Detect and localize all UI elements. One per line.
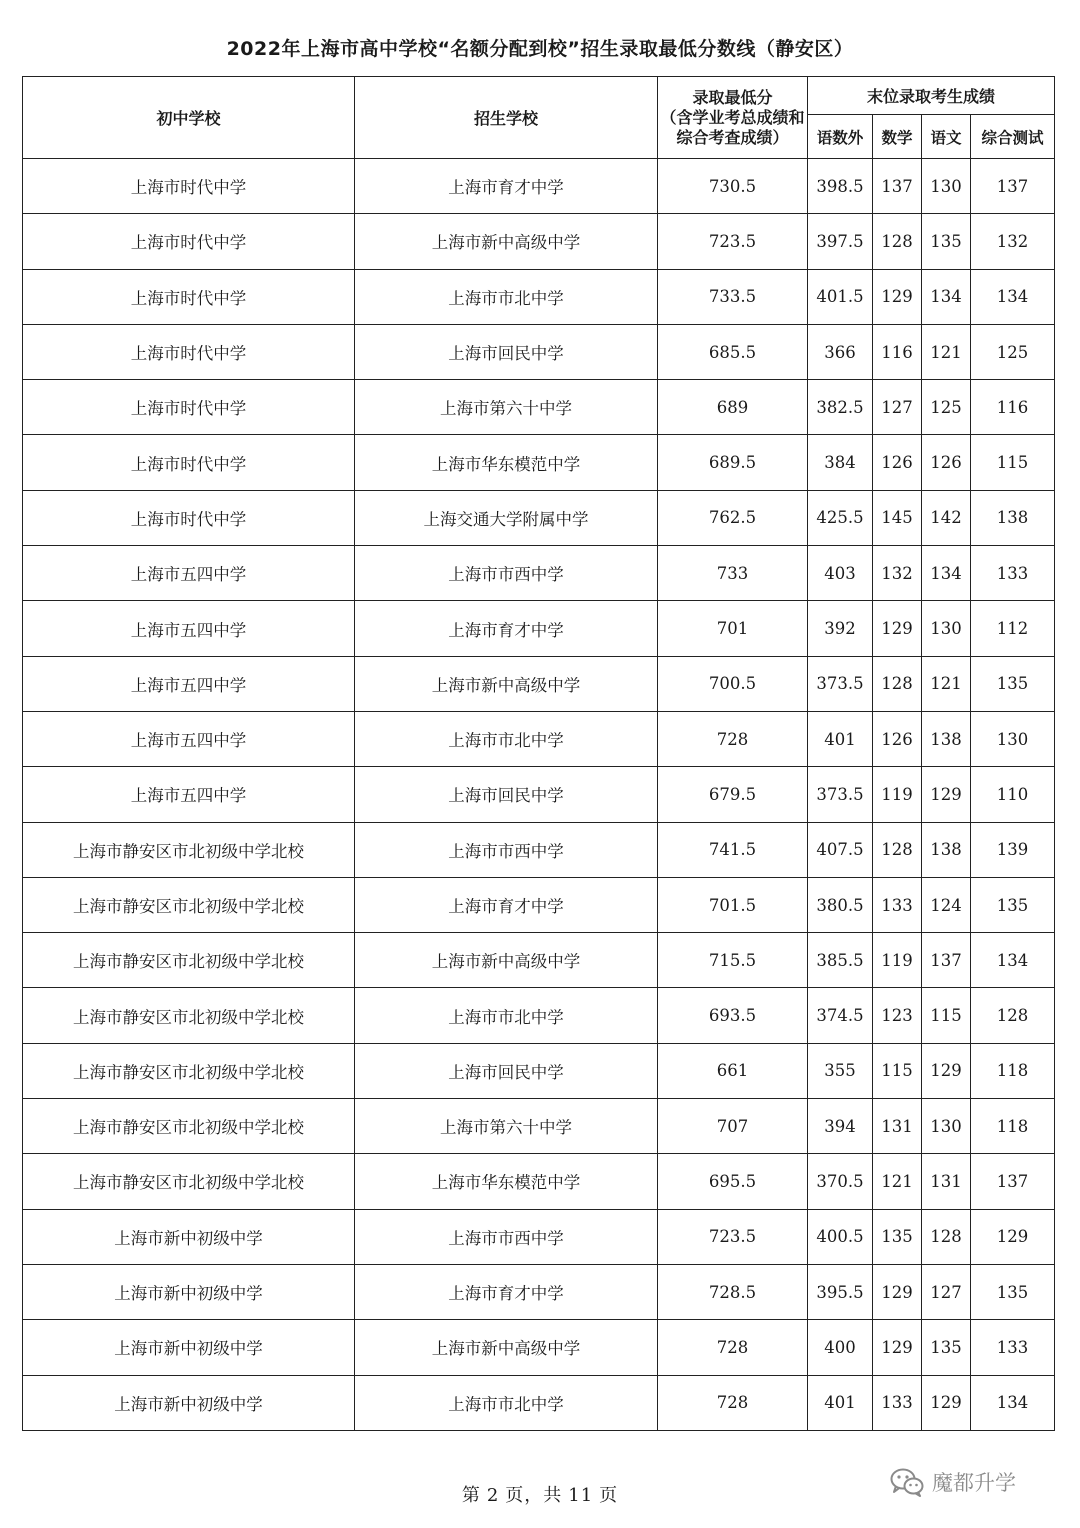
enroll-school-cell: 上海市育才中学 (355, 601, 658, 656)
comprehensive-score-cell: 134 (971, 1375, 1055, 1430)
comprehensive-score-cell: 130 (971, 711, 1055, 766)
chinese-score-cell: 131 (922, 1154, 971, 1209)
table-row (23, 546, 1055, 601)
table-body (23, 159, 1055, 1431)
min-score-cell: 730.5 (658, 159, 808, 214)
enroll-school-cell: 上海市育才中学 (355, 877, 658, 932)
min-score-cell: 715.5 (658, 933, 808, 988)
junior-school-cell: 上海市静安区市北初级中学北校 (23, 822, 355, 877)
table-row (23, 435, 1055, 490)
min-score-cell: 695.5 (658, 1154, 808, 1209)
chinese-score-cell: 130 (922, 159, 971, 214)
comprehensive-score-cell: 134 (971, 933, 1055, 988)
junior-school-cell: 上海市静安区市北初级中学北校 (23, 1154, 355, 1209)
footer-page-current: 2 (486, 1485, 500, 1506)
math-score-cell: 128 (873, 822, 922, 877)
cme-score-cell: 373.5 (808, 767, 873, 822)
table-row (23, 159, 1055, 214)
cme-score-cell: 407.5 (808, 822, 873, 877)
cme-score-cell: 380.5 (808, 877, 873, 932)
enroll-school-cell: 上海交通大学附属中学 (355, 490, 658, 545)
math-score-cell: 132 (873, 546, 922, 601)
table-row (23, 490, 1055, 545)
math-score-cell: 131 (873, 1099, 922, 1154)
enroll-school-cell: 上海市华东模范中学 (355, 1154, 658, 1209)
junior-school-cell: 上海市静安区市北初级中学北校 (23, 1043, 355, 1098)
header-min-score (658, 77, 808, 159)
table-row (23, 1154, 1055, 1209)
table-row (23, 656, 1055, 711)
chinese-score-cell: 142 (922, 490, 971, 545)
min-score-cell: 728 (658, 711, 808, 766)
cme-score-cell: 384 (808, 435, 873, 490)
junior-school-cell: 上海市时代中学 (23, 435, 355, 490)
table-row (23, 711, 1055, 766)
enroll-school-cell: 上海市市西中学 (355, 546, 658, 601)
header-enroll-school: 招生学校 (355, 77, 658, 159)
math-score-cell: 145 (873, 490, 922, 545)
cme-score-cell: 370.5 (808, 1154, 873, 1209)
footer-page-suffix: 页 (599, 1485, 619, 1506)
math-score-cell: 119 (873, 767, 922, 822)
enroll-school-cell: 上海市华东模范中学 (355, 435, 658, 490)
math-score-cell: 135 (873, 1209, 922, 1264)
min-score-cell: 701.5 (658, 877, 808, 932)
enroll-school-cell: 上海市新中高级中学 (355, 656, 658, 711)
junior-school-cell: 上海市五四中学 (23, 767, 355, 822)
header-min-score-note: （含学业考总成绩和综合考查成绩） (660, 107, 805, 147)
math-score-cell: 128 (873, 656, 922, 711)
min-score-cell: 679.5 (658, 767, 808, 822)
junior-school-cell: 上海市五四中学 (23, 711, 355, 766)
cme-score-cell: 398.5 (808, 159, 873, 214)
enroll-school-cell: 上海市育才中学 (355, 1264, 658, 1319)
math-score-cell: 123 (873, 988, 922, 1043)
enroll-school-cell: 上海市市西中学 (355, 1209, 658, 1264)
junior-school-cell: 上海市时代中学 (23, 490, 355, 545)
chinese-score-cell: 134 (922, 269, 971, 324)
cme-score-cell: 373.5 (808, 656, 873, 711)
table-row (23, 380, 1055, 435)
comprehensive-score-cell: 139 (971, 822, 1055, 877)
enroll-school-cell: 上海市新中高级中学 (355, 1320, 658, 1375)
table-row (23, 877, 1055, 932)
junior-school-cell: 上海市新中初级中学 (23, 1264, 355, 1319)
cme-score-cell: 400.5 (808, 1209, 873, 1264)
cme-score-cell: 374.5 (808, 988, 873, 1043)
enroll-school-cell: 上海市市北中学 (355, 711, 658, 766)
cme-score-cell: 394 (808, 1099, 873, 1154)
math-score-cell: 128 (873, 214, 922, 269)
min-score-cell: 741.5 (658, 822, 808, 877)
footer-page-middle: 页，共 (505, 1485, 563, 1506)
table-row (23, 822, 1055, 877)
table-row (23, 1043, 1055, 1098)
comprehensive-score-cell: 135 (971, 877, 1055, 932)
junior-school-cell: 上海市五四中学 (23, 601, 355, 656)
chinese-score-cell: 129 (922, 1375, 971, 1430)
min-score-cell: 661 (658, 1043, 808, 1098)
math-score-cell: 129 (873, 269, 922, 324)
junior-school-cell: 上海市静安区市北初级中学北校 (23, 877, 355, 932)
comprehensive-score-cell: 133 (971, 1320, 1055, 1375)
chinese-score-cell: 135 (922, 214, 971, 269)
comprehensive-score-cell: 115 (971, 435, 1055, 490)
chinese-score-cell: 115 (922, 988, 971, 1043)
min-score-cell: 689 (658, 380, 808, 435)
table-row (23, 1320, 1055, 1375)
math-score-cell: 121 (873, 1154, 922, 1209)
watermark-text: 魔都升学 (932, 1471, 1016, 1495)
score-table (22, 76, 1055, 1431)
min-score-cell: 693.5 (658, 988, 808, 1043)
math-score-cell: 129 (873, 601, 922, 656)
header-junior-school: 初中学校 (23, 77, 355, 159)
chinese-score-cell: 121 (922, 656, 971, 711)
header-last-admitted: 末位录取考生成绩 (808, 77, 1055, 115)
comprehensive-score-cell: 125 (971, 324, 1055, 379)
chinese-score-cell: 126 (922, 435, 971, 490)
comprehensive-score-cell: 138 (971, 490, 1055, 545)
chinese-score-cell: 124 (922, 877, 971, 932)
cme-score-cell: 425.5 (808, 490, 873, 545)
math-score-cell: 119 (873, 933, 922, 988)
cme-score-cell: 403 (808, 546, 873, 601)
enroll-school-cell: 上海市回民中学 (355, 1043, 658, 1098)
junior-school-cell: 上海市时代中学 (23, 324, 355, 379)
junior-school-cell: 上海市新中初级中学 (23, 1375, 355, 1430)
cme-score-cell: 382.5 (808, 380, 873, 435)
header-chinese-math-english: 语数外 (808, 115, 873, 159)
math-score-cell: 133 (873, 877, 922, 932)
chinese-score-cell: 128 (922, 1209, 971, 1264)
cme-score-cell: 366 (808, 324, 873, 379)
header-comprehensive-test: 综合测试 (971, 115, 1055, 159)
wechat-icon (890, 1467, 924, 1497)
enroll-school-cell: 上海市市西中学 (355, 822, 658, 877)
enroll-school-cell: 上海市育才中学 (355, 159, 658, 214)
enroll-school-cell: 上海市新中高级中学 (355, 933, 658, 988)
min-score-cell: 701 (658, 601, 808, 656)
chinese-score-cell: 121 (922, 324, 971, 379)
math-score-cell: 129 (873, 1320, 922, 1375)
cme-score-cell: 395.5 (808, 1264, 873, 1319)
chinese-score-cell: 130 (922, 601, 971, 656)
cme-score-cell: 400 (808, 1320, 873, 1375)
chinese-score-cell: 129 (922, 767, 971, 822)
junior-school-cell: 上海市五四中学 (23, 546, 355, 601)
enroll-school-cell: 上海市回民中学 (355, 767, 658, 822)
enroll-school-cell: 上海市市北中学 (355, 988, 658, 1043)
min-score-cell: 733.5 (658, 269, 808, 324)
table-row (23, 933, 1055, 988)
chinese-score-cell: 135 (922, 1320, 971, 1375)
junior-school-cell: 上海市时代中学 (23, 380, 355, 435)
chinese-score-cell: 134 (922, 546, 971, 601)
min-score-cell: 762.5 (658, 490, 808, 545)
table-row (23, 324, 1055, 379)
comprehensive-score-cell: 118 (971, 1099, 1055, 1154)
math-score-cell: 127 (873, 380, 922, 435)
comprehensive-score-cell: 110 (971, 767, 1055, 822)
cme-score-cell: 401.5 (808, 269, 873, 324)
table-row (23, 214, 1055, 269)
cme-score-cell: 385.5 (808, 933, 873, 988)
min-score-cell: 723.5 (658, 1209, 808, 1264)
comprehensive-score-cell: 133 (971, 546, 1055, 601)
table-row (23, 269, 1055, 324)
table-row (23, 1099, 1055, 1154)
table-row (23, 767, 1055, 822)
comprehensive-score-cell: 129 (971, 1209, 1055, 1264)
junior-school-cell: 上海市静安区市北初级中学北校 (23, 1099, 355, 1154)
table-row (23, 988, 1055, 1043)
comprehensive-score-cell: 134 (971, 269, 1055, 324)
junior-school-cell: 上海市时代中学 (23, 214, 355, 269)
comprehensive-score-cell: 132 (971, 214, 1055, 269)
table-row (23, 1209, 1055, 1264)
chinese-score-cell: 129 (922, 1043, 971, 1098)
chinese-score-cell: 127 (922, 1264, 971, 1319)
cme-score-cell: 392 (808, 601, 873, 656)
junior-school-cell: 上海市时代中学 (23, 159, 355, 214)
min-score-cell: 728.5 (658, 1264, 808, 1319)
enroll-school-cell: 上海市新中高级中学 (355, 214, 658, 269)
min-score-cell: 733 (658, 546, 808, 601)
chinese-score-cell: 138 (922, 711, 971, 766)
comprehensive-score-cell: 137 (971, 159, 1055, 214)
min-score-cell: 685.5 (658, 324, 808, 379)
math-score-cell: 116 (873, 324, 922, 379)
min-score-cell: 723.5 (658, 214, 808, 269)
document-title: 2022年上海市高中学校“名额分配到校”招生录取最低分数线（静安区） (226, 38, 854, 60)
junior-school-cell: 上海市时代中学 (23, 269, 355, 324)
enroll-school-cell: 上海市第六十中学 (355, 1099, 658, 1154)
header-chinese: 语文 (922, 115, 971, 159)
enroll-school-cell: 上海市第六十中学 (355, 380, 658, 435)
math-score-cell: 126 (873, 711, 922, 766)
header-min-score-label: 录取最低分 (692, 87, 773, 107)
comprehensive-score-cell: 137 (971, 1154, 1055, 1209)
footer-page-total: 11 (568, 1485, 594, 1506)
cme-score-cell: 397.5 (808, 214, 873, 269)
math-score-cell: 137 (873, 159, 922, 214)
chinese-score-cell: 137 (922, 933, 971, 988)
table-row (23, 601, 1055, 656)
enroll-school-cell: 上海市回民中学 (355, 324, 658, 379)
chinese-score-cell: 125 (922, 380, 971, 435)
watermark (890, 1464, 1016, 1500)
min-score-cell: 728 (658, 1320, 808, 1375)
math-score-cell: 133 (873, 1375, 922, 1430)
comprehensive-score-cell: 116 (971, 380, 1055, 435)
comprehensive-score-cell: 135 (971, 656, 1055, 711)
header-math: 数学 (873, 115, 922, 159)
cme-score-cell: 401 (808, 1375, 873, 1430)
comprehensive-score-cell: 118 (971, 1043, 1055, 1098)
min-score-cell: 707 (658, 1099, 808, 1154)
table-row (23, 1264, 1055, 1319)
min-score-cell: 728 (658, 1375, 808, 1430)
cme-score-cell: 401 (808, 711, 873, 766)
enroll-school-cell: 上海市市北中学 (355, 1375, 658, 1430)
junior-school-cell: 上海市五四中学 (23, 656, 355, 711)
junior-school-cell: 上海市新中初级中学 (23, 1320, 355, 1375)
min-score-cell: 700.5 (658, 656, 808, 711)
comprehensive-score-cell: 112 (971, 601, 1055, 656)
junior-school-cell: 上海市静安区市北初级中学北校 (23, 933, 355, 988)
cme-score-cell: 355 (808, 1043, 873, 1098)
enroll-school-cell: 上海市市北中学 (355, 269, 658, 324)
comprehensive-score-cell: 135 (971, 1264, 1055, 1319)
math-score-cell: 115 (873, 1043, 922, 1098)
footer-page-prefix: 第 (461, 1485, 481, 1506)
chinese-score-cell: 138 (922, 822, 971, 877)
junior-school-cell: 上海市静安区市北初级中学北校 (23, 988, 355, 1043)
math-score-cell: 126 (873, 435, 922, 490)
table-row (23, 1375, 1055, 1430)
comprehensive-score-cell: 128 (971, 988, 1055, 1043)
junior-school-cell: 上海市新中初级中学 (23, 1209, 355, 1264)
min-score-cell: 689.5 (658, 435, 808, 490)
chinese-score-cell: 130 (922, 1099, 971, 1154)
math-score-cell: 129 (873, 1264, 922, 1319)
